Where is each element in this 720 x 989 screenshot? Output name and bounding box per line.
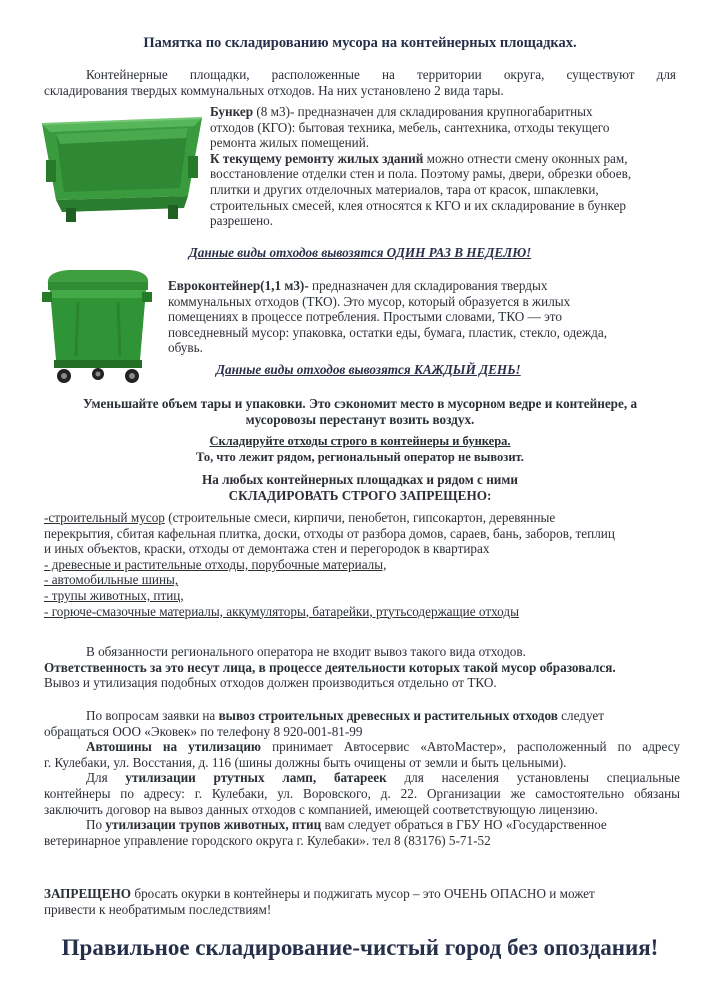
bunker-description: Бункер (8 м3)- предназначен для складирования крупногабаритных отходов (КГО): бытовая техника, мебель, сантехника, отходы текущего ремонта жилых помещений. К текущему ремонту жилых зданий можно отнести смену оконных рам, восстановление отделки стен и пола. Поэтому рамы, двери, обрезки обоев, плитки и других отделочных материалов, тара от красок, шпаклевки, строительных смесей, клея относятся к КГО и их складирование в бункер разрешено. <box>210 104 632 229</box>
forbidden-heading: На любых контейнерных площадках и рядом с ними СКЛАДИРОВАТЬ СТРОГО ЗАПРЕЩЕНО: <box>202 472 518 503</box>
euro-container-image <box>38 262 156 390</box>
slogan: Правильное складирование-чистый город без опоздания! <box>61 935 659 960</box>
intro-line-1: Контейнерные площадки, расположенные на территории округа, существуют для <box>86 67 676 82</box>
contacts-section: По вопросам заявки на вывоз строительных древесных и растительных отходов следует обращаться ООО «Эковек» по телефону 8 920-001-81-99 Автошины на утилизацию принимает Автосервис «АвтоМастер», расположенный по адресу г. Кулебаки, ул. Восстания, д. 116 (шины должны быть очищены от земли и быть цельными). Для утилизации ртутных ламп, батареек для населения установлены специальные контейнеры по адресу: г. Кулебаки, ул. Воровского, д. 22. Организации же самостоятельно обязаны заключить договор на вывоз данных отходов с компанией, имеющей соответствующую лицензию. По утилизации трупов животных, птиц вам следует обраться в ГБУ НО «Государственное ветеринарное управление городского округа г. Кулебаки». тел 8 (83176) 5-71-52 <box>44 708 680 848</box>
reduce-notice: Уменьшайте объем тары и упаковки. Это сэкономит место в мусорном ведре и контейнере, а мусоровозы перестанут возить воздух. <box>82 396 638 427</box>
contact-phone-ekovek: обращаться ООО «Эковек» по телефону 8 920-001-81-99 <box>44 723 363 739</box>
euro-schedule: Данные виды отходов вывозятся КАЖДЫЙ ДЕНЬ! <box>216 362 521 377</box>
store-notice: Складируйте отходы строго в контейнеры и бункера. То, что лежит рядом, региональный оператор не вывозит. <box>196 434 524 464</box>
repair-heading: К текущему ремонту жилых зданий <box>210 150 424 166</box>
list-item: -строительный мусор <box>44 510 165 525</box>
intro-line-2: складирования твердых коммунальных отходов. На них установлено 2 вида тары. <box>44 82 504 98</box>
page-title: Памятка по складированию мусора на контейнерных площадках. <box>143 35 577 51</box>
forbidden-list: -строительный мусор (строительные смеси, кирпичи, пенобетон, гипсокартон, деревянные перекрытия, сбитая кафельная плитка, доски, отходы от разбора домов, сараев, бань, заборов, теплиц и иных объектов, краски, отходы от демонтажа стен и перегородок в квартирах - древесные и растительные отходы, порубочные материалы, - автомобильные шины, - трупы животных, птиц, - горюче-смазочные материалы, аккумуляторы, батарейки, ртутьсодержащие отходы <box>44 510 680 619</box>
contact-phone-vet: ветеринарное управление городского округа г. Кулебаки». тел 8 (83176) 5-71-52 <box>44 832 491 848</box>
list-item: - трупы животных, птиц, <box>44 587 184 603</box>
bunker-name: Бункер <box>210 104 254 119</box>
responsibility-paragraph: В обязанности регионального оператора не входит вывоз такого вида отходов. Ответственность за это несут лица, в процессе деятельности которых такой мусор образовался. Вывоз и утилизация подобных отходов должен производиться отдельно от ТКО. <box>44 644 616 691</box>
euro-description: Евроконтейнер(1,1 м3)- предназначен для складирования твердых коммунальных отходов (ТКО). Это мусор, который образуется в жилых помещениях в процессе потребления. Простыми словами, ТКО — это повседневный мусор: упаковка, остатки еды, бумага, пластик, стекло, одежда, обувь. <box>168 278 607 356</box>
warning-paragraph: ЗАПРЕЩЕНО бросать окурки в контейнеры и поджигать мусор – это ОЧЕНЬ ОПАСНО и может привести к необратимым последствиям! <box>44 886 595 917</box>
list-item: - древесные и растительные отходы, порубочные материалы, <box>44 556 387 572</box>
bunker-schedule: Данные виды отходов вывозятся ОДИН РАЗ В НЕДЕЛЮ! <box>188 245 532 260</box>
list-item: - горюче-смазочные материалы, аккумуляторы, батарейки, ртутьсодержащие отходы <box>44 603 519 619</box>
euro-name: Евроконтейнер(1,1 м3)- <box>168 278 309 293</box>
intro-paragraph <box>44 67 676 98</box>
bunker-container-image <box>38 104 206 226</box>
list-item: - автомобильные шины, <box>44 572 179 588</box>
